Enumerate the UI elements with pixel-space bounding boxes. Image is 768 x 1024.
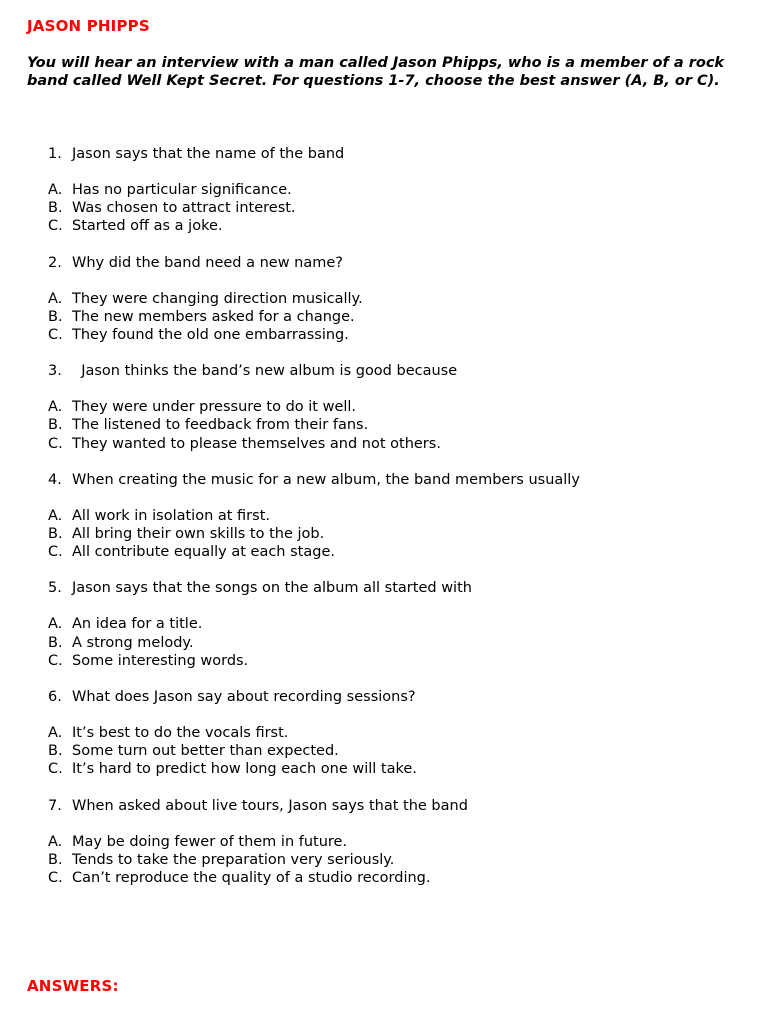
question-block-1	[48, 145, 748, 254]
answer-option	[48, 742, 748, 760]
option-text: May be doing fewer of them in future.	[72, 833, 348, 850]
question-number: 1.	[48, 146, 62, 162]
option-text: Some interesting words.	[72, 652, 249, 669]
option-letter: B.	[48, 525, 63, 542]
option-text: All bring their own skills to the job.	[72, 525, 325, 542]
option-text: A strong melody.	[72, 634, 194, 651]
answer-option	[48, 760, 748, 778]
option-text: They found the old one embarrassing.	[72, 326, 349, 343]
answer-option	[48, 543, 748, 561]
option-letter: C.	[48, 869, 63, 886]
option-letter: A.	[48, 181, 63, 198]
question-number: 4.	[48, 471, 62, 488]
question-row	[48, 471, 748, 489]
option-letter: B.	[48, 851, 63, 868]
option-text: Started off as a joke.	[72, 218, 223, 235]
option-letter: A.	[48, 724, 63, 741]
option-text: Some turn out better than expected.	[72, 743, 339, 760]
option-text: Has no particular significance.	[72, 181, 292, 198]
option-text: All contribute equally at each stage.	[72, 544, 335, 561]
option-letter: B.	[48, 200, 63, 217]
option-letter: A.	[48, 616, 63, 633]
answer-option	[48, 181, 748, 199]
answer-option	[48, 833, 748, 851]
option-letter: A.	[48, 507, 63, 524]
option-letter: B.	[48, 417, 63, 434]
option-text: The new members asked for a change.	[72, 308, 355, 325]
option-letter: C.	[48, 652, 63, 669]
option-letter: C.	[48, 435, 63, 452]
question-text: What does Jason say about recording sessions?	[72, 688, 416, 705]
question-number: 7.	[48, 797, 62, 814]
option-text: Tends to take the preparation very seriously.	[72, 851, 395, 868]
option-text: They wanted to please themselves and not others.	[72, 435, 441, 452]
instructions-paragraph: You will hear an interview with a man called Jason Phipps, who is a member of a rock band called Well Kept Secret. For questions 1-7, choose the best answer (A, B, or C).	[27, 55, 725, 90]
answer-option	[48, 869, 748, 887]
option-letter: B.	[48, 634, 63, 651]
answer-option	[48, 199, 748, 217]
option-letter: B.	[48, 743, 63, 760]
answer-option	[48, 851, 748, 869]
option-text: It’s best to do the vocals first.	[72, 724, 289, 741]
question-block-4	[48, 471, 748, 580]
option-text: The listened to feedback from their fans.	[72, 417, 369, 434]
option-letter: C.	[48, 544, 63, 561]
answer-option	[48, 724, 748, 742]
question-row	[48, 145, 748, 163]
question-text: Jason says that the name of the band	[72, 146, 345, 162]
answer-option	[48, 525, 748, 543]
answers-heading: ANSWERS:	[27, 977, 119, 995]
question-row	[48, 362, 748, 380]
answer-option	[48, 308, 748, 326]
question-block-5	[48, 579, 748, 688]
option-text: It’s hard to predict how long each one will take.	[72, 761, 417, 778]
question-number: 3.	[48, 363, 62, 380]
option-letter: C.	[48, 218, 63, 235]
option-text: They were under pressure to do it well.	[72, 399, 357, 416]
question-row	[48, 797, 748, 815]
question-block-7	[48, 797, 748, 906]
answer-option	[48, 398, 748, 416]
question-text: Jason says that the songs on the album all started with	[72, 580, 472, 597]
document-title: JASON PHIPPS	[27, 17, 150, 35]
question-number: 2.	[48, 254, 62, 271]
question-text: Jason thinks the band’s new album is good because	[72, 363, 458, 380]
answer-option	[48, 290, 748, 308]
question-row	[48, 579, 748, 597]
question-block-6	[48, 688, 748, 797]
option-text: Can’t reproduce the quality of a studio recording.	[72, 869, 431, 886]
question-row	[48, 688, 748, 706]
question-block-2	[48, 254, 748, 363]
answer-option	[48, 634, 748, 652]
option-text: All work in isolation at first.	[72, 507, 270, 524]
question-list	[48, 145, 748, 905]
option-letter: C.	[48, 761, 63, 778]
option-letter: A.	[48, 833, 63, 850]
option-text: They were changing direction musically.	[72, 290, 363, 307]
question-number: 6.	[48, 688, 62, 705]
answer-option	[48, 507, 748, 525]
option-text: Was chosen to attract interest.	[72, 200, 296, 217]
question-text: When creating the music for a new album, the band members usually	[72, 471, 580, 488]
question-text: When asked about live tours, Jason says that the band	[72, 797, 468, 814]
answer-option	[48, 326, 748, 344]
question-number: 5.	[48, 580, 62, 597]
answer-option	[48, 652, 748, 670]
question-row	[48, 254, 748, 272]
option-letter: C.	[48, 326, 63, 343]
question-text: Why did the band need a new name?	[72, 254, 343, 271]
option-letter: A.	[48, 399, 63, 416]
answer-option	[48, 615, 748, 633]
option-letter: A.	[48, 290, 63, 307]
answer-option	[48, 416, 748, 434]
option-text: An idea for a title.	[72, 616, 203, 633]
answer-option	[48, 217, 748, 235]
question-block-3	[48, 362, 748, 471]
option-letter: B.	[48, 308, 63, 325]
answer-option	[48, 435, 748, 453]
